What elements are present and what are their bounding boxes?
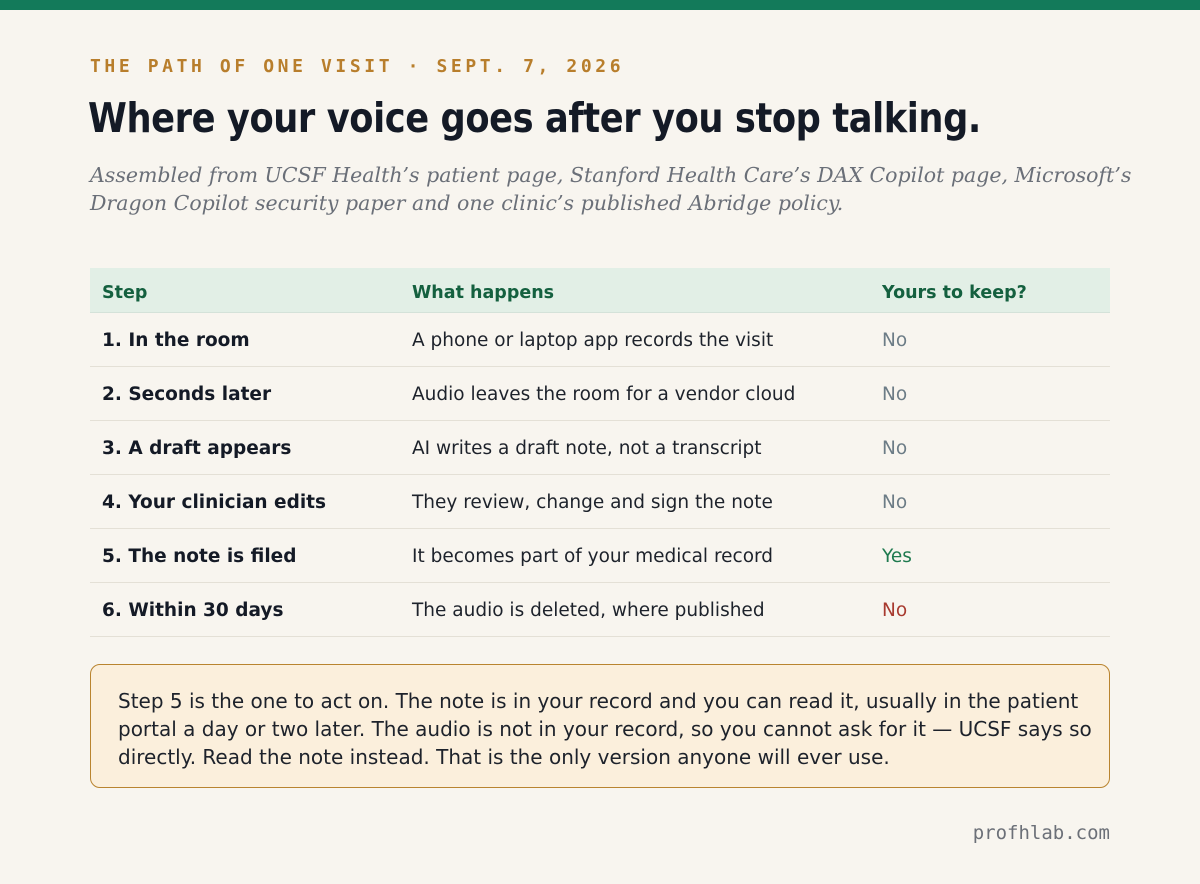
step-label: 4. Your clinician edits bbox=[102, 492, 327, 513]
what-happens: It becomes part of your medical record bbox=[412, 546, 774, 567]
subtitle-line: Dragon Copilot security paper and one clinic’s published Abridge policy. bbox=[90, 191, 844, 215]
step-label: 3. A draft appears bbox=[102, 438, 292, 459]
kicker-dateline: THE PATH OF ONE VISIT · SEPT. 7, 2026 bbox=[90, 56, 625, 77]
what-happens: AI writes a draft note, not a transcript bbox=[412, 438, 762, 459]
subtitle bbox=[90, 161, 1132, 217]
step-label: 1. In the room bbox=[102, 330, 250, 351]
page-title: Where your voice goes after you stop talking. bbox=[88, 94, 981, 142]
footer-site: profhlab.com bbox=[972, 822, 1110, 844]
what-happens: They review, change and sign the note bbox=[412, 492, 773, 513]
column-header-yours-to-keep: Yours to keep? bbox=[882, 283, 1027, 303]
keep-value: No bbox=[882, 438, 908, 459]
keep-value: No bbox=[882, 384, 908, 405]
step-label: 2. Seconds later bbox=[102, 384, 272, 405]
table-row bbox=[90, 529, 1110, 583]
keep-value: No bbox=[882, 492, 908, 513]
step-label: 5. The note is filed bbox=[102, 546, 297, 567]
callout-line: Step 5 is the one to act on. The note is in your record and you can read it, usually in the patient bbox=[118, 689, 1079, 713]
step-label: 6. Within 30 days bbox=[102, 600, 284, 621]
table-row bbox=[90, 367, 1110, 421]
callout-line: portal a day or two later. The audio is not in your record, so you cannot ask for it — UCSF says so bbox=[118, 717, 1092, 741]
keep-value: Yes bbox=[882, 546, 912, 567]
table-row bbox=[90, 421, 1110, 475]
column-header-step: Step bbox=[102, 283, 148, 303]
callout-box bbox=[90, 664, 1110, 788]
callout-text bbox=[118, 687, 1092, 771]
callout-line: directly. Read the note instead. That is the only version anyone will ever use. bbox=[118, 745, 890, 769]
keep-value: No bbox=[882, 330, 908, 351]
table-row bbox=[90, 583, 1110, 637]
table-header bbox=[90, 268, 1110, 313]
subtitle-line: Assembled from UCSF Health’s patient page, Stanford Health Care’s DAX Copilot page, Microsoft’s bbox=[90, 163, 1132, 187]
what-happens: The audio is deleted, where published bbox=[412, 600, 765, 621]
table-row bbox=[90, 475, 1110, 529]
column-header-what-happens: What happens bbox=[412, 283, 555, 303]
top-accent-bar bbox=[0, 0, 1200, 10]
table-row bbox=[90, 313, 1110, 367]
what-happens: A phone or laptop app records the visit bbox=[412, 330, 774, 351]
visit-steps-table bbox=[90, 268, 1110, 637]
keep-value: No bbox=[882, 600, 908, 621]
what-happens: Audio leaves the room for a vendor cloud bbox=[412, 384, 796, 405]
